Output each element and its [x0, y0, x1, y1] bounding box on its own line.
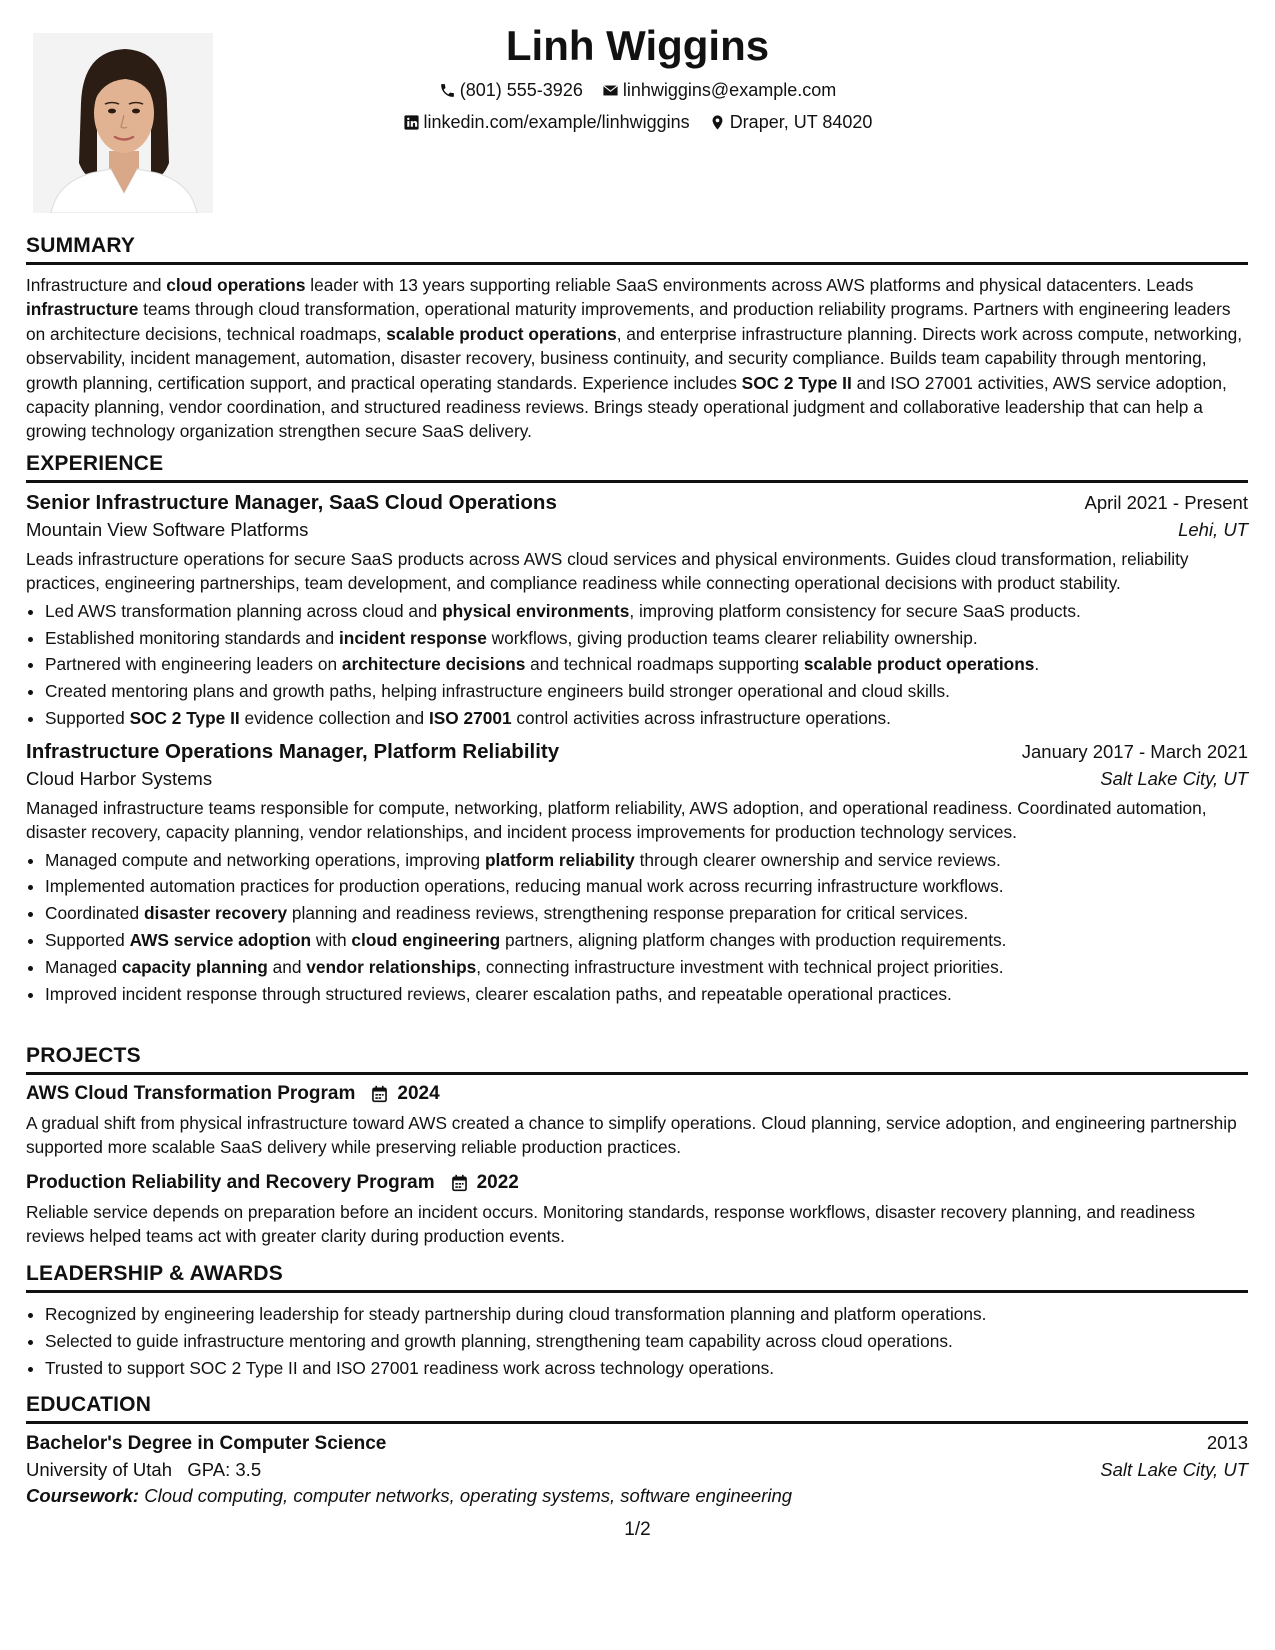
- project-description: Reliable service depends on preparation before an incident occurs. Monitoring standards, response workflows, disaster recovery planning, and readiness reviews helped teams act with greater clarity during production events.: [26, 1201, 1196, 1247]
- job-company: Mountain View Software Platforms: [26, 519, 309, 540]
- job-title: Senior Infrastructure Manager, SaaS Cloud Operations: [26, 491, 557, 514]
- section-title-experience: EXPERIENCE: [26, 452, 1248, 483]
- project-year: 2024: [397, 1083, 440, 1104]
- envelope-icon: [602, 82, 619, 99]
- contact-location: [709, 112, 873, 133]
- coursework-text: Cloud computing, computer networks, operating systems, software engineering: [144, 1485, 793, 1506]
- job-location: Lehi, UT: [1178, 519, 1248, 540]
- linkedin-icon: [403, 114, 420, 131]
- degree: Bachelor's Degree in Computer Science: [26, 1433, 387, 1454]
- section-title-projects: PROJECTS: [26, 1044, 1248, 1075]
- project-description: A gradual shift from physical infrastructure toward AWS created a chance to simplify operations. Cloud planning, service adoption, and engineering partnership supported more scalable SaaS delivery while preserving reliable production practices.: [26, 1113, 1237, 1158]
- job-dates: April 2021 - Present: [1084, 492, 1248, 513]
- list-item: • Managed capacity planning and vendor relationships, connecting infrastructure investment with technical project priorities.: [45, 954, 1248, 981]
- school: University of Utah GPA: 3.5: [26, 1459, 262, 1480]
- list-item: • Supported SOC 2 Type II evidence collection and ISO 27001 control activities across infrastructure operations.: [45, 705, 1248, 732]
- project-title: Production Reliability and Recovery Program: [26, 1171, 435, 1193]
- projects-section: [26, 1044, 1248, 1249]
- job-location: Salt Lake City, UT: [1100, 767, 1248, 789]
- job-bullets: [26, 598, 1248, 732]
- section-title-education: EDUCATION: [26, 1393, 1248, 1424]
- leadership-list: [26, 1301, 1248, 1381]
- calendar-icon: [371, 1085, 388, 1103]
- summary-section: [26, 234, 1248, 444]
- job-title: Infrastructure Operations Manager, Platform Reliability: [26, 739, 560, 763]
- contact-email[interactable]: [602, 80, 836, 101]
- contact-phone[interactable]: [439, 80, 583, 101]
- list-item: • Implemented automation practices for production operations, reducing manual work across recurring infrastructure workflows.: [45, 873, 1248, 900]
- list-item: • Coordinated disaster recovery planning and readiness reviews, strengthening response preparation for critical services.: [45, 900, 1248, 927]
- section-title-leadership: LEADERSHIP & AWARDS: [26, 1262, 1248, 1293]
- experience-section: [26, 452, 1248, 1007]
- list-item: • Improved incident response through structured reviews, clearer escalation paths, and repeatable operational practices.: [45, 981, 1248, 1008]
- education-location: Salt Lake City, UT: [1100, 1459, 1248, 1480]
- project-title: AWS Cloud Transformation Program: [26, 1083, 356, 1104]
- contact-line-1: [0, 80, 1275, 104]
- linkedin-text: linkedin.com/example/linhwiggins: [423, 112, 690, 132]
- job-bullets: [26, 847, 1248, 1008]
- job-dates: January 2017 - March 2021: [1021, 740, 1248, 762]
- list-item: • Recognized by engineering leadership for steady partnership during cloud transformation planning and platform operations.: [45, 1301, 1248, 1328]
- coursework: [26, 1485, 1248, 1507]
- education-year: 2013: [1206, 1432, 1248, 1453]
- job-description: Leads infrastructure operations for secure SaaS products across AWS cloud services and physical environments. Guides cloud transformation, reliability practices, engineering partnerships, team development, and compliance readiness while connecting operational decisions with product stability.: [26, 549, 1189, 594]
- section-title-summary: SUMMARY: [26, 234, 1248, 265]
- project-year: 2022: [476, 1171, 519, 1193]
- list-item: • Managed compute and networking operations, improving platform reliability through clearer ownership and service reviews.: [45, 847, 1248, 874]
- list-item: • Trusted to support SOC 2 Type II and ISO 27001 readiness work across technology operations.: [45, 1355, 1248, 1382]
- project-entry: [26, 1083, 1248, 1160]
- contact-linkedin[interactable]: [403, 112, 690, 133]
- email-text: linhwiggins@example.com: [622, 80, 837, 100]
- job-entry: [26, 491, 1248, 732]
- coursework-label: Coursework:: [26, 1485, 140, 1506]
- education-section: [26, 1393, 1248, 1507]
- list-item: • Established monitoring standards and incident response workflows, giving production teams clearer reliability ownership.: [45, 625, 1248, 652]
- phone-icon: [439, 82, 456, 99]
- list-item: • Led AWS transformation planning across cloud and physical environments, improving platform consistency for secure SaaS products.: [45, 598, 1248, 625]
- contact-line-2: [0, 112, 1275, 136]
- candidate-name: Linh Wiggins: [505, 22, 770, 69]
- list-item: • Selected to guide infrastructure mentoring and growth planning, strengthening team capability across cloud operations.: [45, 1328, 1248, 1355]
- list-item: • Supported AWS service adoption with cloud engineering partners, aligning platform changes with production requirements.: [45, 927, 1248, 954]
- map-pin-icon: [709, 114, 726, 131]
- project-entry: [26, 1172, 1248, 1249]
- phone-text: (801) 555-3926: [459, 80, 583, 100]
- page-number: 1/2: [624, 1519, 651, 1540]
- location-text: Draper, UT 84020: [729, 112, 873, 132]
- calendar-icon: [451, 1174, 468, 1192]
- job-company: Cloud Harbor Systems: [26, 767, 213, 789]
- job-entry: [26, 740, 1248, 1008]
- list-item: • Created mentoring plans and growth paths, helping infrastructure engineers build stronger operational and cloud skills.: [45, 678, 1248, 705]
- leadership-section: [26, 1262, 1248, 1381]
- summary-text: Infrastructure and cloud operations leader with 13 years supporting reliable SaaS environments across AWS platforms and physical datacenters. Leads infrastructure teams through cloud transformation, operational maturity improvements, and production reliability programs. Partners with engineering leaders on architecture decisions, technical roadmaps, scalable product operations, and enterprise infrastructure planning. Directs work across compute, networking, observability, incident management, automation, disaster recovery, business continuity, and security compliance. Builds team capability through mentoring, growth planning, certification support, and practical operating standards. Experience includes SOC 2 Type II and ISO 27001 activities, AWS service adoption, capacity planning, vendor coordination, and structured readiness reviews. Brings steady operational judgment and collaborative leadership that can help a growing technology organization strengthen secure SaaS delivery.: [26, 275, 1242, 442]
- gpa: GPA: 3.5: [187, 1459, 262, 1480]
- job-description: Managed infrastructure teams responsible for compute, networking, platform reliability, AWS adoption, and operational readiness. Coordinated automation, disaster recovery, capacity planning, vendor relationships, and incident process improvements for production technology services.: [26, 797, 1207, 843]
- list-item: • Partnered with engineering leaders on architecture decisions and technical roadmaps supporting scalable product operations.: [45, 651, 1248, 678]
